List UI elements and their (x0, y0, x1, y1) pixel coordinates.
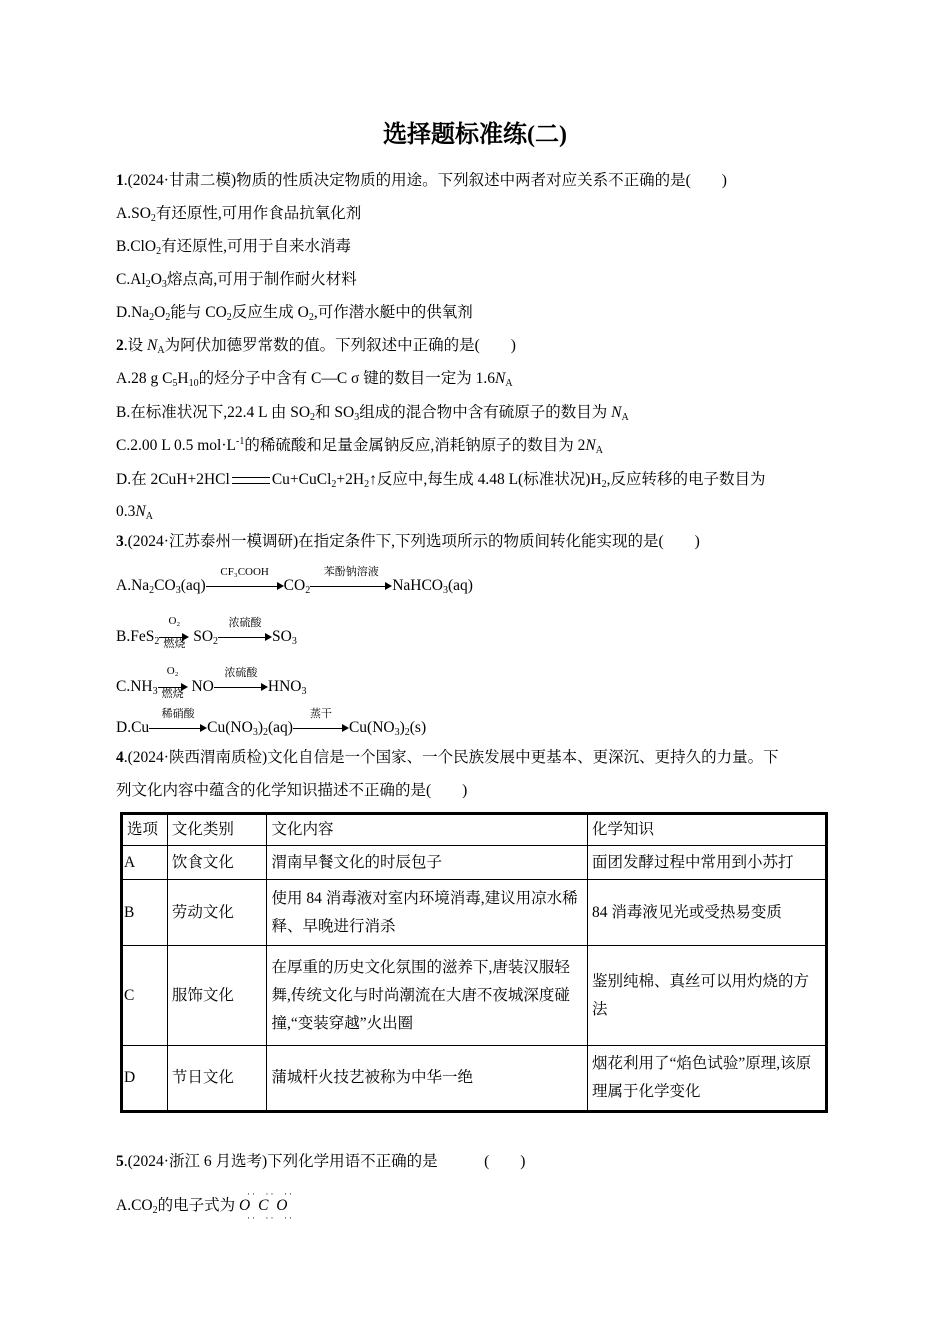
page-title: 选择题标准练(二) (383, 122, 567, 148)
q1-option-b: B.ClO$_2$有还原性,可用于自来水消毒 (116, 238, 351, 257)
table-cell-knowledge: 84 消毒液见光或受热易变质 (588, 880, 827, 946)
table-row (122, 1046, 827, 1112)
q4-stem-line2: 列文化内容中蕴含的化学知识描述不正确的是( ) (116, 782, 468, 799)
reaction-arrow: CF₃COOH (206, 576, 284, 596)
table-cell-option: D (122, 1046, 168, 1112)
q3-option-c: $C.NH_3$ O₂ 燃烧 NO 浓硫酸 $HNO_3$ (116, 665, 307, 701)
table-row (122, 880, 827, 946)
q1-option-c: $C.Al_2O_3$熔点高,可用于制作耐火材料 (116, 271, 357, 290)
table-cell-content: 在厚重的历史文化氛围的滋养下,唐装汉服轻舞,传统文化与时尚潮流在大唐不夜城深度碰撞,“变装穿越”火出圈 (267, 946, 588, 1046)
reaction-arrow: O₂ 燃烧 (158, 677, 188, 697)
reaction-arrow: 蒸干 (293, 718, 349, 738)
reaction-arrow: 浓硫酸 (214, 677, 268, 697)
table-cell-option: A (122, 846, 168, 880)
table-cell-content: 使用 84 消毒液对室内环境消毒,建议用凉水稀释、早晚进行消杀 (267, 880, 588, 946)
table-cell-option: B (122, 880, 168, 946)
reaction-arrow: O₂ 燃烧 (159, 627, 189, 647)
table-row (122, 946, 827, 1046)
q1-option-a: $A.SO_2$有还原性,可用作食品抗氧化剂 (116, 205, 362, 224)
table-cell-option: C (122, 946, 168, 1046)
table-header-row (122, 814, 827, 846)
q2-option-b: B.在标准状况下,22.4 L 由 $SO_2$和 $SO_3$组成的混合物中含有硫原子的数目为 $N_A$ (116, 404, 629, 423)
table-row (122, 846, 827, 880)
q3-option-b: B.FeS$_2$ O₂ 燃烧 $SO_2$ 浓硫酸 $SO_3$ (116, 615, 297, 651)
table-cell-category: 饮食文化 (167, 846, 267, 880)
electron-dots-bottom: ·· ·· ·· (247, 1213, 294, 1223)
electron-formula: ·· ·· ·· O C O ·· ·· ·· (239, 1196, 289, 1216)
table-cell-category: 服饰文化 (167, 946, 267, 1046)
table-cell-category: 劳动文化 (167, 880, 267, 946)
q1-option-d: $D.Na_2O_2$能与 $CO_2$反应生成 $O_2$,可作潜水艇中的供氧剂 (116, 304, 473, 323)
q2-option-c: C.2.00 L 0.5 $mol\cdot L^{-1}$的稀硫酸和足量金属钠反应,消耗钠原子的数目为 $2N_A$ (116, 436, 603, 456)
q1-stem: 1.(2024·甘肃二模)物质的性质决定物质的用途。下列叙述中两者对应关系不正确的是( ) (116, 172, 727, 189)
table-cell-knowledge: 鉴别纯棉、真丝可以用灼烧的方法 (588, 946, 827, 1046)
reaction-arrow: 浓硫酸 (218, 627, 272, 647)
q2-option-a: A.28 g $C_5H_{10}$的烃分子中含有 C—C σ 键的数目一定为 $1.6N_A$ (116, 370, 513, 389)
equals-sign (232, 477, 270, 484)
table-header: 选项 (122, 814, 168, 846)
culture-table (120, 812, 828, 1113)
table-cell-category: 节日文化 (167, 1046, 267, 1112)
table-header: 文化内容 (267, 814, 588, 846)
reaction-arrow: 苯酚钠溶液 (310, 576, 392, 596)
q5-option-a: $A.CO_2$的电子式为 ·· ·· ·· O C O ·· ·· ·· (116, 1196, 289, 1216)
reaction-arrow: 稀硝酸 (149, 718, 207, 738)
table-header: 文化类别 (167, 814, 267, 846)
q2-stem: 2.设 $N_A$为阿伏加德罗常数的值。下列叙述中正确的是( ) (116, 337, 516, 356)
q2-option-d: D.在 2CuH+2HCl $Cu+CuCl_2+2H_2↑$反应中,每生成 4.48 L(标准状况)$H_2$,反应转移的电子数目为 (116, 471, 766, 490)
q3-stem: 3.(2024·江苏泰州一模调研)在指定条件下,下列选项所示的物质间转化能实现的是( ) (116, 533, 700, 550)
q3-option-a: $A.Na_2CO_3(aq)$ CF₃COOH $CO_2$ 苯酚钠溶液 NaHCO$_3$(aq) (116, 566, 473, 596)
table-header: 化学知识 (588, 814, 827, 846)
table-cell-content: 渭南早餐文化的时辰包子 (267, 846, 588, 880)
table-cell-content: 蒲城杆火技艺被称为中华一绝 (267, 1046, 588, 1112)
table-cell-knowledge: 面团发酵过程中常用到小苏打 (588, 846, 827, 880)
q5-stem: 5.(2024·浙江 6 月选考)下列化学用语不正确的是 ( ) (116, 1153, 526, 1170)
q2-option-d-cont: $0.3N_A$ (116, 503, 153, 522)
electron-dots-top: ·· ·· ·· (247, 1189, 294, 1199)
q3-option-d: D.Cu 稀硝酸 $Cu(NO_3)_2(aq)$ 蒸干 $Cu(NO_3)_2(s)$ (116, 708, 427, 738)
q4-stem-line1: 4.(2024·陕西渭南质检)文化自信是一个国家、一个民族发展中更基本、更深沉、更持久的力量。下 (116, 749, 779, 766)
table-cell-knowledge: 烟花利用了“焰色试验”原理,该原理属于化学变化 (588, 1046, 827, 1112)
